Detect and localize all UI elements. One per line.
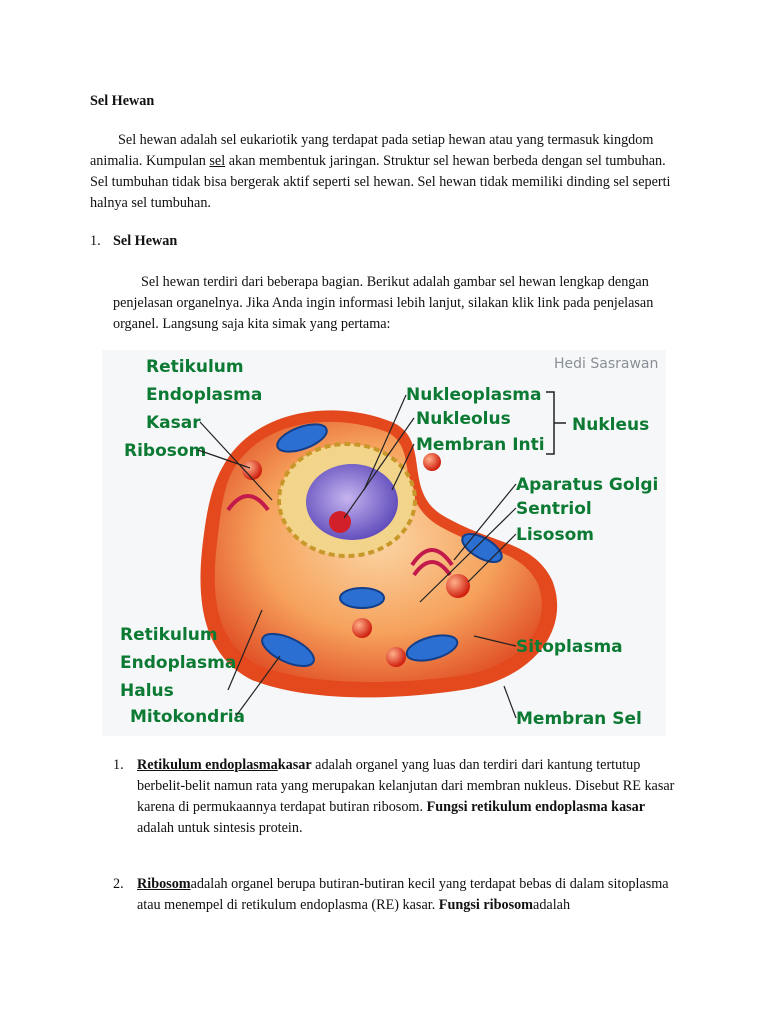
page-title: Sel Hewan	[90, 93, 155, 109]
label-aparatus-golgi: Aparatus Golgi	[516, 475, 659, 495]
function-label: Fungsi retikulum endoplasma kasar	[426, 799, 646, 815]
organelle-link-rest: kasar	[277, 757, 312, 773]
label-nukleoplasma: Nukleoplasma	[406, 385, 542, 405]
label-ribosom: Ribosom	[124, 441, 207, 461]
mitochondrion-shape	[340, 588, 384, 608]
nucleus-shape	[306, 464, 398, 540]
label-endoplasma: Endoplasma	[146, 385, 263, 405]
list-item-number: 1.	[113, 757, 124, 773]
list-item-text	[137, 755, 678, 839]
label-nukleus: Nukleus	[572, 415, 650, 435]
nucleolus-shape	[329, 511, 351, 533]
organelle-link[interactable]: Retikulum endoplasma	[137, 757, 278, 773]
label-retikulum: Retikulum	[146, 357, 244, 377]
intro-text-2: akan membentuk jaringan. Struktur sel hewan berbeda dengan sel tumbuhan. Sel tumbuhan tidak bisa bergerak aktif seperti sel hewan. Sel hewan tidak memiliki dinding sel seperti halnya sel tumbuhan.	[90, 153, 671, 211]
list-item	[113, 755, 678, 839]
label-sentriol: Sentriol	[516, 499, 592, 519]
label-halus: Halus	[120, 681, 174, 701]
lysosome-shape	[446, 574, 470, 598]
list-item-desc-2: adalah untuk sintesis protein.	[137, 820, 303, 836]
animal-cell-diagram	[102, 350, 666, 736]
section-number: 1.	[90, 233, 101, 249]
section-heading	[90, 233, 177, 250]
figure-watermark: Hedi Sasrawan	[554, 356, 659, 372]
list-item	[113, 874, 678, 916]
list-item-text	[137, 874, 678, 916]
label-retikulum-halus: Retikulum	[120, 625, 218, 645]
function-label: Fungsi ribosom	[438, 897, 534, 913]
section-heading-text: Sel Hewan	[113, 233, 178, 249]
list-item-desc-1: adalah organel yang luas dan terdiri dari kantung tertutup berbelit-belit namun rata yang merupakan kelanjutan dari membran nukleus. Disebut RE kasar karena di permukaannya terdapat butiran ribosom.	[137, 757, 675, 815]
label-membran-sel: Membran Sel	[516, 709, 642, 729]
label-membran-inti: Membran Inti	[416, 435, 545, 455]
label-mitokondria: Mitokondria	[130, 707, 246, 727]
list-item-desc-1: adalah organel berupa butiran-butiran kecil yang terdapat bebas di dalam sitoplasma atau menempel di retikulum endoplasma (RE) kasar.	[137, 876, 669, 913]
label-kasar: Kasar	[146, 413, 201, 433]
lysosome-shape	[386, 647, 406, 667]
lysosome-shape	[352, 618, 372, 638]
list-item-desc-2: adalah	[533, 897, 571, 913]
lysosome-shape	[423, 453, 441, 471]
label-nukleolus: Nukleolus	[416, 409, 511, 429]
label-lisosom: Lisosom	[516, 525, 594, 545]
intro-paragraph	[90, 130, 680, 214]
label-endoplasma-halus: Endoplasma	[120, 653, 237, 673]
intro-text-1: Sel hewan adalah sel eukariotik yang terdapat pada setiap hewan atau yang termasuk kingdom animalia. Kumpulan	[90, 132, 654, 169]
intro-underlined-word: sel	[209, 153, 226, 169]
organelle-link[interactable]: Ribosom	[137, 876, 191, 892]
list-item-number: 2.	[113, 876, 124, 892]
section-paragraph: Sel hewan terdiri dari beberapa bagian. Berikut adalah gambar sel hewan lengkap dengan penjelasan organelnya. Jika Anda ingin informasi lebih lanjut, silakan klik link pada penjelasan organel. Langsung saja kita simak yang pertama:	[113, 274, 654, 332]
label-sitoplasma: Sitoplasma	[516, 637, 623, 657]
